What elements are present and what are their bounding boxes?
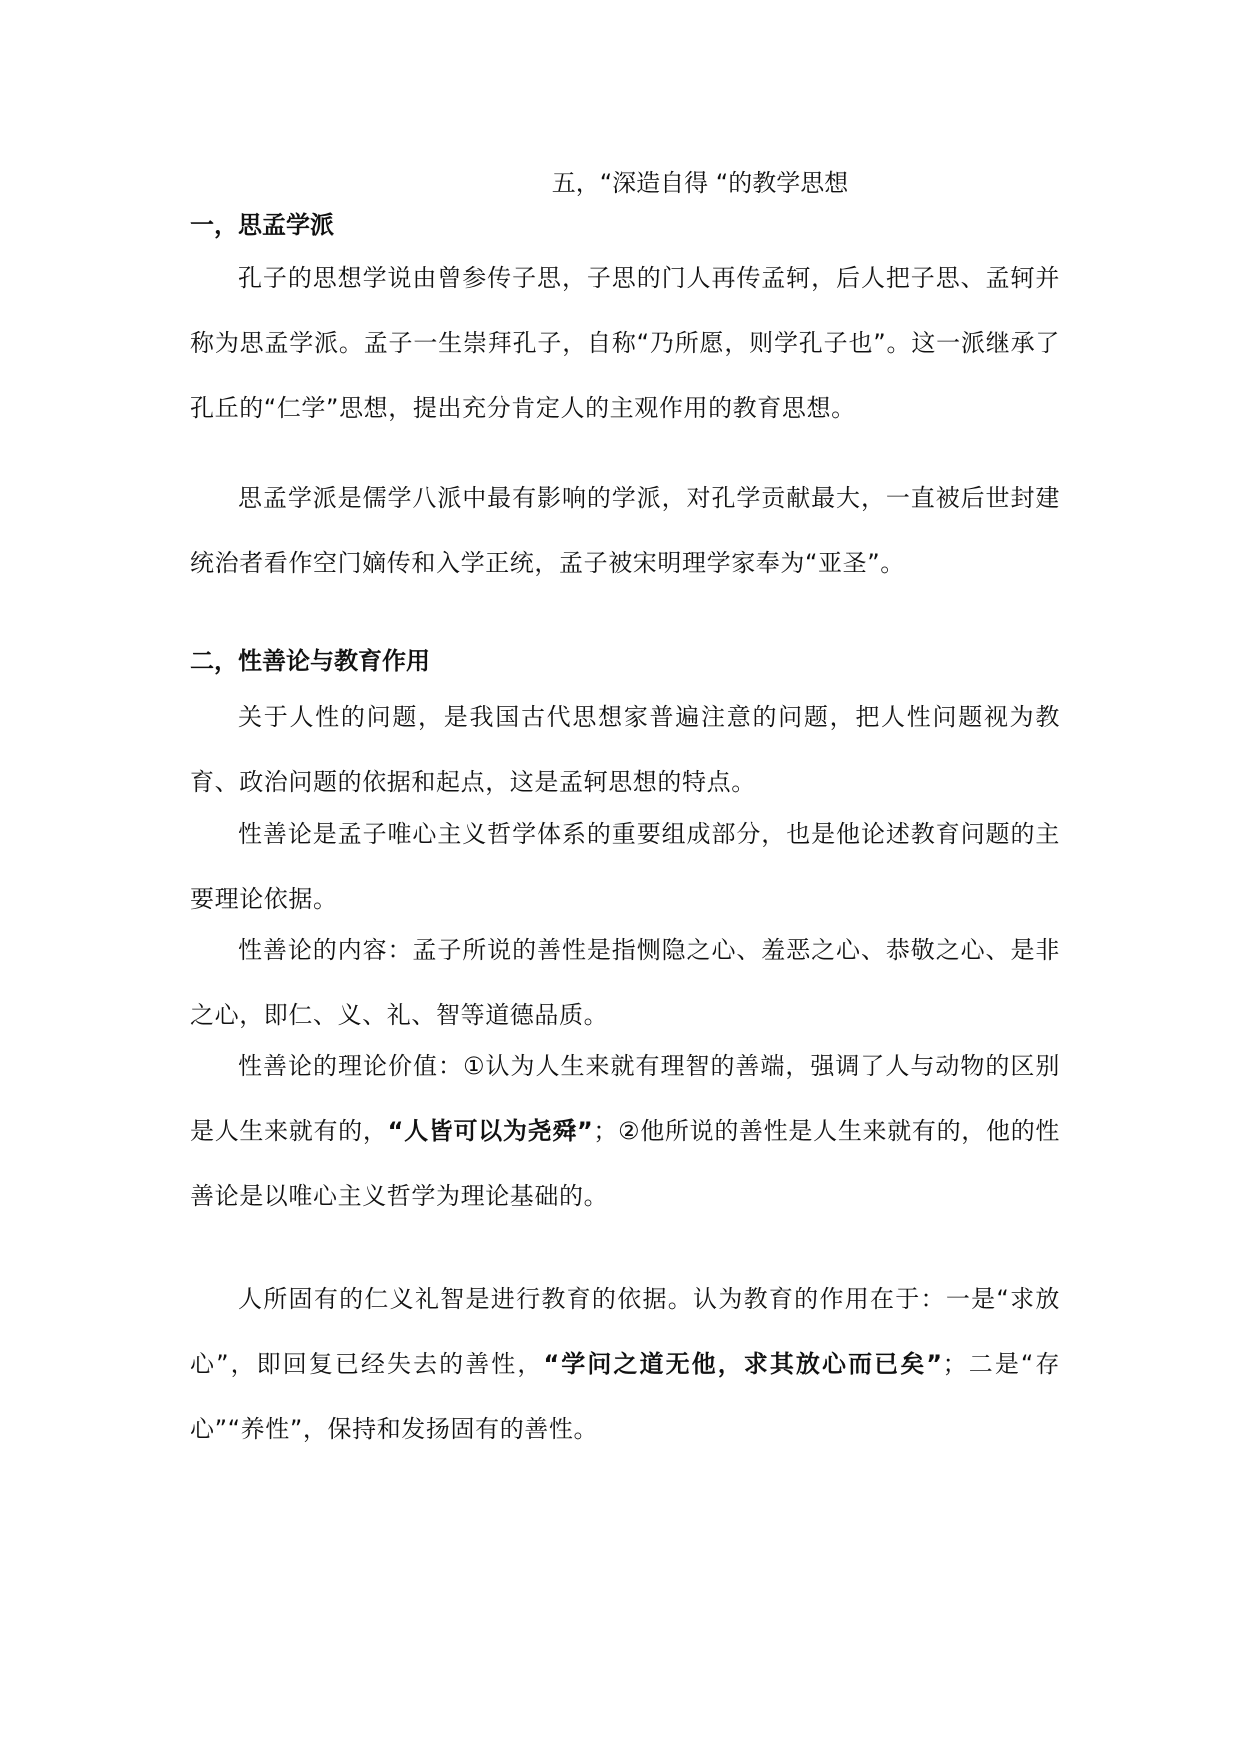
- education-text-after: ；二是“存心”“养性”，保持和发扬固有的善性。: [190, 1350, 1060, 1443]
- section-2-education-paragraph: [190, 1267, 1060, 1462]
- education-quote-bold: “学问之道无他，求其放心而已矣”: [543, 1350, 943, 1378]
- value-text-after: ；②他所说的善性是人生来就有的，他的性善论是以唯心主义哲学为理论基础的。: [190, 1117, 1060, 1210]
- section-2-value-paragraph: [190, 1034, 1060, 1229]
- section-2-paragraph-1: 关于人性的问题，是我国古代思想家普遍注意的问题，把人性问题视为教育、政治问题的依据和起点，这是孟轲思想的特点。: [190, 703, 1060, 796]
- document-title: [190, 165, 1060, 201]
- value-text-before: 性善论的理论价值：①认为人生来就有理智的善端，强调了人与动物的区别是人生来就有的，: [190, 1052, 1060, 1145]
- document-title-text: 五，“深造自得 “的教学思想: [551, 169, 849, 197]
- section-2-paragraph-3: 性善论的内容：孟子所说的善性是指恻隐之心、羞恶之心、恭敬之心、是非之心，即仁、义、礼、智等道德品质。: [190, 936, 1060, 1029]
- education-text-before: 人所固有的仁义礼智是进行教育的依据。认为教育的作用在于：一是“求放心”，即回复已经失去的善性，: [190, 1285, 1060, 1378]
- value-quote-bold: “人皆可以为尧舜”: [387, 1117, 594, 1145]
- section-1-paragraph-2: 思孟学派是儒学八派中最有影响的学派，对孔学贡献最大，一直被后世封建统治者看作空门嫡传和入学正统，孟子被宋明理学家奉为“亚圣”。: [190, 484, 1060, 577]
- section-2-paragraph-2: 性善论是孟子唯心主义哲学体系的重要组成部分，也是他论述教育问题的主要理论依据。: [190, 820, 1060, 913]
- section-1-paragraph-1: 孔子的思想学说由曾参传子思，子思的门人再传孟轲，后人把子思、孟轲并称为思孟学派。孟子一生崇拜孔子，自称“乃所愿，则学孔子也”。这一派继承了孔丘的“仁学”思想，提出充分肯定人的主观作用的教育思想。: [190, 264, 1060, 422]
- section-heading-1: 一，思孟学派: [190, 211, 334, 239]
- document-page: [190, 0, 1060, 1754]
- section-heading-2: 二，性善论与教育作用: [190, 647, 430, 675]
